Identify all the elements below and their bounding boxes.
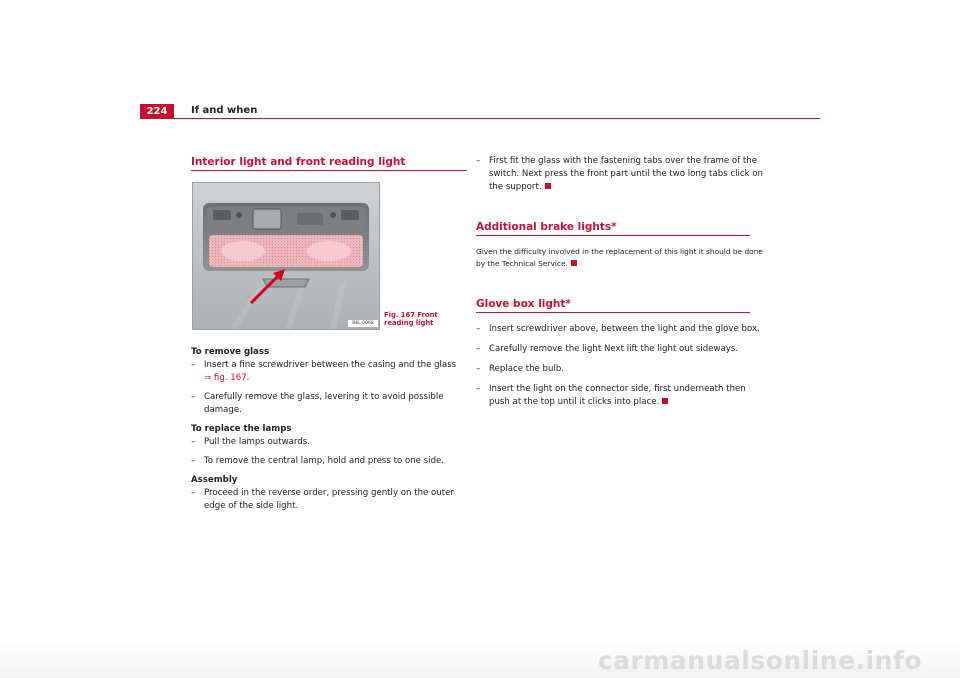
figure-reference-link[interactable]: ⇒ fig. 167 <box>204 373 247 383</box>
list-item: – Carefully remove the glass, levering it to avoid possible damage. <box>191 392 444 415</box>
section-heading-interior-light: Interior light and front reading light <box>191 156 467 171</box>
subheading-replace-lamps: To replace the lamps <box>191 424 292 434</box>
reading-light-illustration <box>193 183 379 329</box>
section-end-mark <box>545 183 551 189</box>
list-item: – Proceed in the reverse order, pressing gently on the outer edge of the side light. <box>191 488 454 511</box>
subheading-assembly: Assembly <box>191 475 238 485</box>
section-heading-glove-box: Glove box light* <box>476 298 750 313</box>
section-end-mark <box>571 260 577 266</box>
brake-lights-text: Given the difficulty involved in the replacement of this light it should be done by the Technical Service. <box>476 247 763 268</box>
list-item: – Insert the light on the connector side, first underneath then push at the top until it clicks into place. <box>476 384 746 407</box>
figure-code: B6L-0068 <box>348 320 378 327</box>
list-item: – Insert a fine screwdriver between the casing and the glass ⇒ fig. 167. <box>191 360 457 383</box>
list-item: – Replace the bulb. <box>476 364 565 374</box>
list-item: – Carefully remove the light Next lift the light out sideways. <box>476 344 739 354</box>
figure-reading-light <box>192 182 380 330</box>
list-item: – Insert screwdriver above, between the light and the glove box. <box>476 324 760 334</box>
list-item: – To remove the central lamp, hold and press to one side. <box>191 456 445 466</box>
list-item: – Pull the lamps outwards. <box>191 437 310 447</box>
right-intro-item <box>476 155 766 200</box>
page-number: 224 <box>140 104 174 119</box>
subheading-remove-glass: To remove glass <box>191 347 270 357</box>
chapter-title: If and when <box>191 105 258 116</box>
section-end-mark <box>662 398 668 404</box>
glove-box-list <box>476 323 768 415</box>
header-rule <box>140 118 820 119</box>
section-heading-brake-lights: Additional brake lights* <box>476 221 750 236</box>
watermark: carmanualsonline.info <box>597 646 922 675</box>
figure-caption: Fig. 167 Front reading light <box>384 311 438 327</box>
list-item: – First fit the glass with the fastening tabs over the frame of the switch. Next press the front part until the two long tabs click on the support. <box>476 156 763 192</box>
left-column-text <box>191 346 471 519</box>
